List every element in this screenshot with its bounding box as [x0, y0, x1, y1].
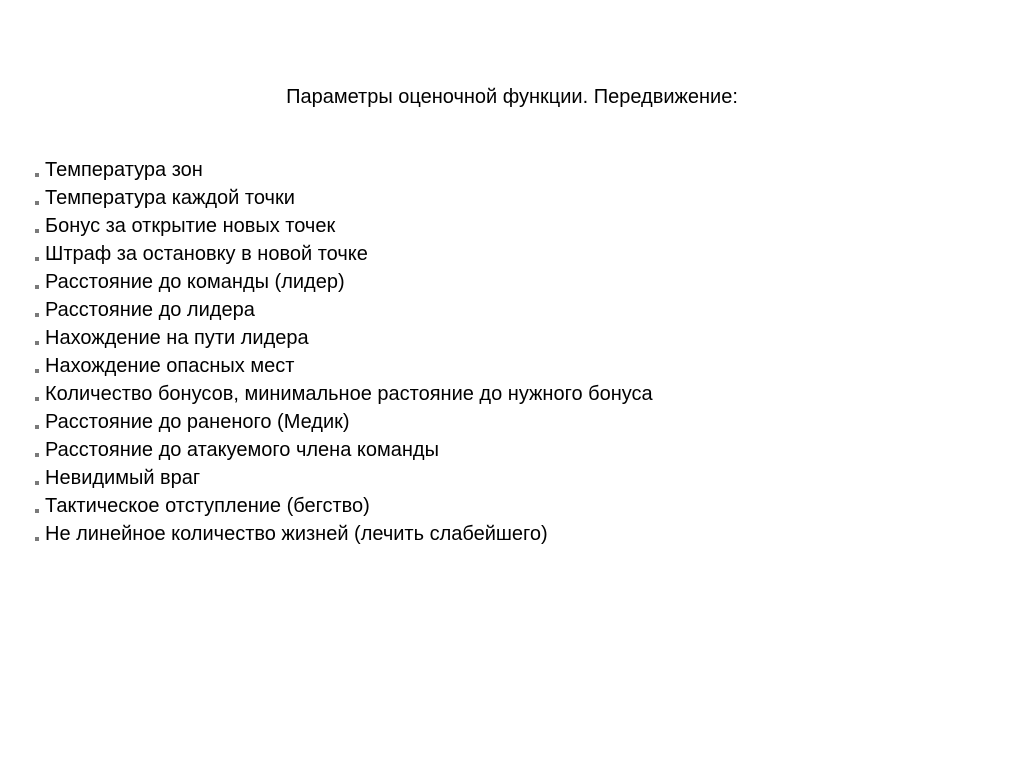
- list-item: [32, 352, 653, 380]
- list-item: [32, 380, 653, 408]
- list-item-text: Не линейное количество жизней (лечить слабейшего): [45, 523, 548, 545]
- bullet-icon: [35, 201, 39, 205]
- bullet-icon: [35, 173, 39, 177]
- bullet-icon: [35, 313, 39, 317]
- bullet-icon: [35, 453, 39, 457]
- list-item: [32, 464, 653, 492]
- list-item: [32, 520, 653, 548]
- list-item-text: Штраф за остановку в новой точке: [45, 243, 368, 265]
- list-item: [32, 324, 653, 352]
- list-item-text: Невидимый враг: [45, 467, 201, 489]
- bullet-icon: [35, 341, 39, 345]
- list-item: [32, 184, 653, 212]
- bullet-list: [32, 156, 653, 548]
- list-item-text: Расстояние до лидера: [45, 299, 255, 321]
- list-item: [32, 268, 653, 296]
- bullet-icon: [35, 397, 39, 401]
- list-item-text: Тактическое отступление (бегство): [45, 495, 370, 517]
- list-item-text: Расстояние до команды (лидер): [45, 271, 345, 293]
- list-item-text: Расстояние до атакуемого члена команды: [45, 439, 439, 461]
- bullet-icon: [35, 369, 39, 373]
- bullet-icon: [35, 285, 39, 289]
- list-item-text: Нахождение опасных мест: [45, 355, 295, 377]
- list-item: [32, 296, 653, 324]
- bullet-icon: [35, 481, 39, 485]
- bullet-icon: [35, 509, 39, 513]
- bullet-icon: [35, 537, 39, 541]
- list-item-text: Бонус за открытие новых точек: [45, 215, 336, 237]
- bullet-icon: [35, 425, 39, 429]
- list-item-text: Количество бонусов, минимальное растояние до нужного бонуса: [45, 383, 653, 405]
- list-item-text: Температура каждой точки: [45, 187, 295, 209]
- list-item-text: Нахождение на пути лидера: [45, 327, 309, 349]
- bullet-icon: [35, 257, 39, 261]
- list-item: [32, 212, 653, 240]
- list-item: [32, 436, 653, 464]
- list-item: [32, 408, 653, 436]
- bullet-icon: [35, 229, 39, 233]
- list-item-text: Температура зон: [45, 159, 203, 181]
- slide-title: Параметры оценочной функции. Передвижение:: [286, 86, 738, 108]
- list-item: [32, 156, 653, 184]
- list-item-text: Расстояние до раненого (Медик): [45, 411, 350, 433]
- list-item: [32, 492, 653, 520]
- list-item: [32, 240, 653, 268]
